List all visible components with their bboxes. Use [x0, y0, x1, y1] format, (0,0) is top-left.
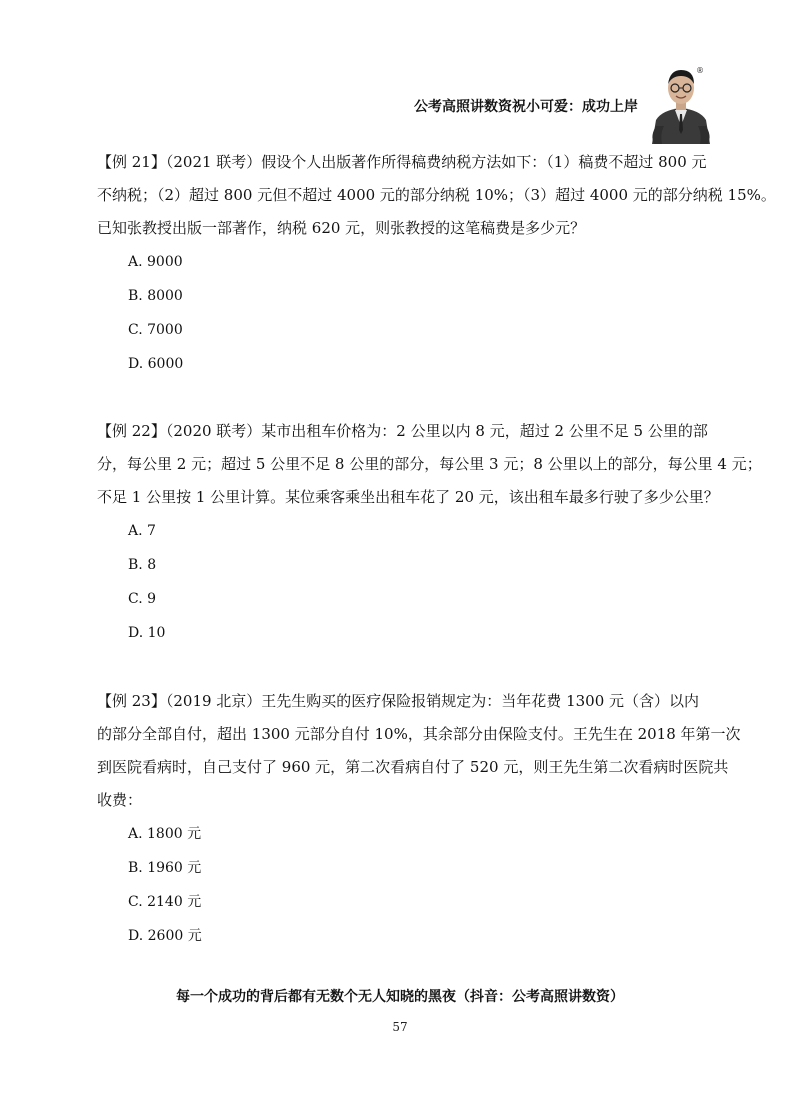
author-photo-icon: [648, 64, 714, 144]
option-d: D. 2600 元: [128, 928, 202, 944]
question-23-line-1: 【例 23】（2019 北京）王先生购买的医疗保险报销规定为：当年花费 1300 元（含）以内: [97, 692, 700, 710]
option-b: B. 1960 元: [128, 860, 202, 876]
question-23-line-2: 的部分全部自付，超出 1300 元部分自付 10%，其余部分由保险支付。王先生在 2018 年第一次: [97, 725, 741, 743]
registered-mark: ®: [696, 66, 704, 75]
header-title: 公考高照讲数资祝小可爱：成功上岸: [414, 99, 638, 115]
question-22-line-3: 不足 1 公里按 1 公里计算。某位乘客乘坐出租车花了 20 元，该出租车最多行驶了多少公里？: [97, 488, 719, 506]
question-23-line-3: 到医院看病时，自己支付了 960 元，第二次看病自付了 520 元，则王先生第二次看病时医院共: [97, 758, 729, 776]
option-c: C. 9: [128, 591, 157, 607]
question-21-line-2: 不纳税；（2）超过 800 元但不超过 4000 元的部分纳税 10%；（3）超过 4000 元的部分纳税 15%。: [97, 186, 776, 204]
option-d: D. 10: [128, 625, 166, 641]
option-d: D. 6000: [128, 356, 184, 372]
question-21-line-3: 已知张教授出版一部著作，纳税 620 元，则张教授的这笔稿费是多少元？: [97, 219, 586, 237]
page-number: 57: [392, 1020, 408, 1034]
question-21-line-1: 【例 21】（2021 联考）假设个人出版著作所得稿费纳税方法如下：（1）稿费不超过 800 元: [97, 153, 707, 171]
option-a: A. 9000: [128, 254, 183, 270]
author-avatar: [648, 64, 714, 144]
option-b: B. 8000: [128, 288, 183, 304]
option-c: C. 2140 元: [128, 894, 202, 910]
option-a: A. 7: [128, 523, 156, 539]
question-22-line-1: 【例 22】（2020 联考）某市出租车价格为：2 公里以内 8 元，超过 2 公里不足 5 公里的部: [97, 422, 708, 440]
footer-slogan: 每一个成功的背后都有无数个无人知晓的黑夜（抖音：公考高照讲数资）: [176, 989, 624, 1005]
question-23-line-4: 收费：: [97, 791, 143, 809]
question-23: [97, 685, 741, 953]
option-c: C. 7000: [128, 322, 183, 338]
option-a: A. 1800 元: [128, 826, 202, 842]
option-b: B. 8: [128, 557, 157, 573]
question-22-line-2: 分，每公里 2 元；超过 5 公里不足 8 公里的部分，每公里 3 元；8 公里以上的部分，每公里 4 元；: [97, 455, 762, 473]
question-21: [97, 146, 776, 381]
question-22: [97, 415, 762, 650]
